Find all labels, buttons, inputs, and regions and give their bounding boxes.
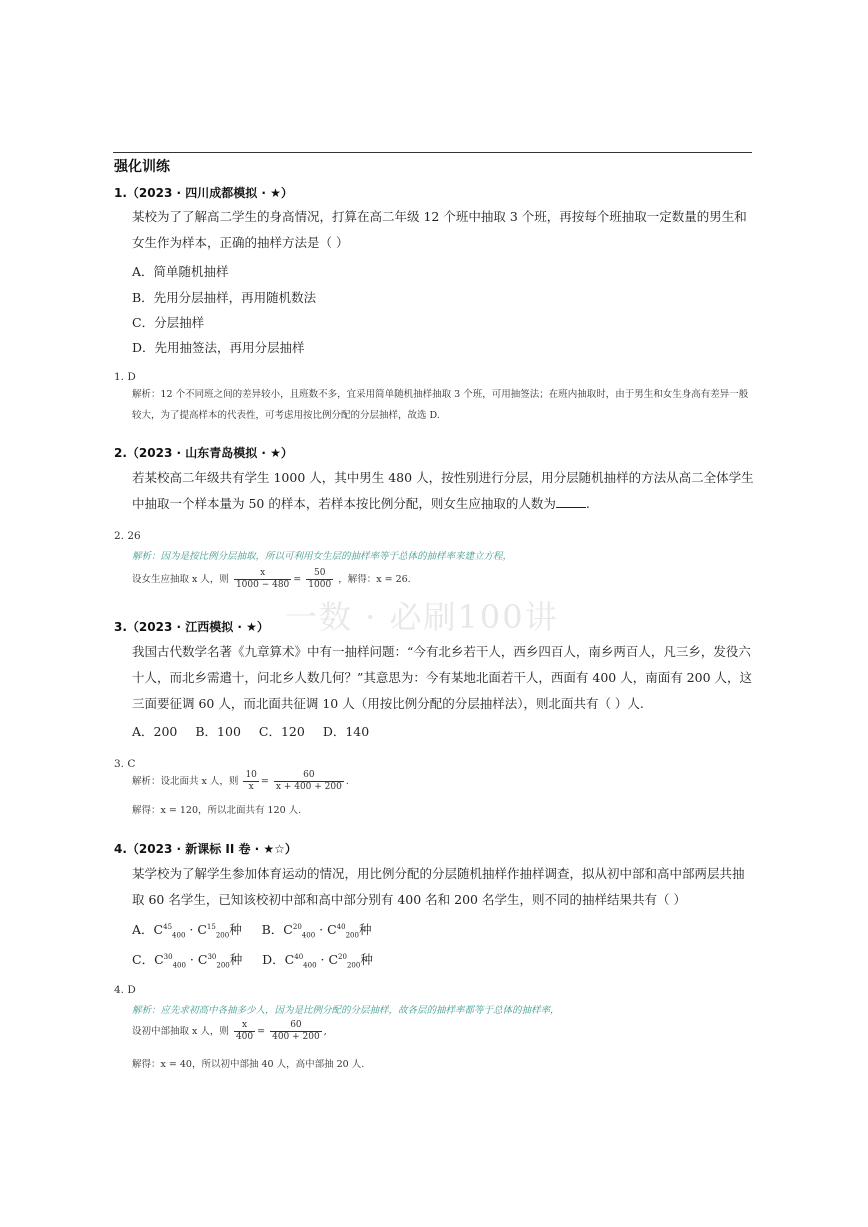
question-3-body: 我国古代数学名著《九章算术》中有一抽样问题：“今有北乡若干人，西乡四百人，南乡两百人，凡三乡，发役六十人，而北乡需遣十，问北乡人数几何？”其意思为：今有某地北面若干人，西面有 400 人，南面有 200 人，这三面要征调 60 人，而北面共征调 10 人（用按比例分配的分层抽样法），则北面共有（ ）人. — [132, 644, 753, 711]
fraction-denominator: x + 400 + 200 — [275, 782, 342, 792]
fraction-denominator: 1000 — [308, 580, 332, 590]
question-3-options — [132, 722, 383, 740]
comb-sup: 40 — [294, 952, 304, 961]
fraction-denominator: 400 + 200 — [272, 1032, 320, 1042]
question-4-option-b: B．$C^{20}_{400} \cdot C^{40}_{200}$种 — [261, 922, 372, 940]
question-3-answer: 3. C — [114, 758, 136, 770]
fraction-numerator: 60 — [274, 770, 344, 782]
fraction-numerator: 60 — [270, 1020, 322, 1032]
option-suffix: 种 — [358, 922, 372, 937]
fraction-numerator: x — [234, 1020, 255, 1032]
section-title: 强化训练 — [114, 159, 170, 175]
comb-sup: 30 — [207, 952, 217, 961]
question-1-body: 某校为了了解高二学生的身高情况，打算在高二年级 12 个班中抽取 3 个班，再按每个班抽取一定数量的男生和女生作为样本，正确的抽样方法是（ ） — [132, 209, 747, 250]
option-suffix: 种 — [360, 952, 373, 967]
comb-sup: 40 — [336, 922, 346, 931]
equation-prefix: 设女生应抽取 x 人，则 — [132, 574, 229, 585]
question-1-option-b: B．先用分层抽样，再用随机数法 — [132, 290, 317, 305]
question-2-head: 2.（2023 · 山东青岛模拟 · ★） — [114, 446, 293, 460]
question-1-head: 1.（2023 · 四川成都模拟 · ★） — [114, 186, 293, 200]
comb-sub: 400 — [172, 961, 186, 970]
comb-sup: 45 — [163, 922, 173, 931]
answer-blank — [556, 495, 586, 508]
question-3-option-c: C．120 — [258, 724, 305, 739]
watermark: 一数 · 必刷100讲 — [285, 598, 559, 636]
question-1-option-a: A．简单随机抽样 — [132, 264, 229, 279]
question-3-option-a: A．200 — [132, 724, 178, 739]
comb-sub: 400 — [172, 931, 186, 940]
question-4-option-c: C．$C^{30}_{400} \cdot C^{30}_{200}$种 — [132, 952, 243, 970]
question-1-option-d: D．先用抽签法，再用分层抽样 — [132, 340, 305, 355]
question-4-head: 4.（2023 · 新课标 II 卷 · ★☆） — [114, 842, 297, 856]
fraction-denominator: 400 — [235, 1032, 254, 1042]
header-rule — [113, 152, 752, 153]
question-3-head: 3.（2023 · 江西模拟 · ★） — [114, 620, 269, 634]
comb-sup: 30 — [163, 952, 173, 961]
comb-sub: 200 — [215, 931, 230, 940]
comb-sub: 200 — [345, 931, 359, 940]
comb-sub: 200 — [346, 961, 361, 970]
question-3-option-b: B．100 — [195, 724, 241, 739]
question-2-analysis-hint: 解析：因为是按比例分层抽取，所以可利用女生层的抽样率等于总体的抽样率来建立方程， — [132, 551, 513, 562]
fraction-left — [234, 568, 291, 591]
fraction-numerator: 50 — [306, 568, 333, 580]
fraction-right — [270, 1020, 322, 1043]
option-label: C． — [132, 952, 155, 967]
question-2-answer: 2. 26 — [114, 530, 141, 542]
question-4-body: 某学校为了解学生参加体育运动的情况，用比例分配的分层随机抽样作抽样调查，拟从初中部和高中部两层共抽取 60 名学生，已知该校初中部和高中部分别有 400 名和 200 名学生，则不同的抽样结果共有（ ） — [132, 866, 745, 907]
comb-sub: 200 — [216, 961, 230, 970]
fraction-right — [274, 770, 344, 793]
option-label: D． — [262, 952, 285, 967]
equation-prefix: 设初中部抽取 x 人，则 — [132, 1026, 229, 1037]
question-2-analysis-equation: 设女生应抽取 x 人，则 $\frac{x}{1000 - 480}$ = $\frac{50}{1000}$ ，解得：x = 26. — [132, 568, 411, 590]
fraction-denominator: x — [248, 782, 254, 792]
equation-prefix: 解析：设北面共 x 人，则 — [132, 776, 239, 787]
question-1-option-c: C．分层抽样 — [132, 315, 205, 330]
question-2-text: 若某校高二年级共有学生 1000 人，其中男生 480 人，按性别进行分层，用分层随机抽样的方法从高二全体学生中抽取一个样本量为 50 的样本，若样本按比例分配，则女生应抽取的人数为 — [132, 470, 754, 511]
option-suffix: 种 — [229, 952, 243, 967]
comb-sub: 400 — [301, 931, 316, 940]
option-suffix: 种 — [229, 922, 242, 937]
fraction-right — [306, 568, 333, 591]
option-label: A． — [132, 922, 154, 937]
fraction-numerator: x — [234, 568, 291, 580]
question-4-analysis-hint: 解析：应先求初高中各抽多少人，因为是比例分配的分层抽样，故各层的抽样率都等于总体的抽样率， — [132, 1005, 560, 1016]
question-2-body: 若某校高二年级共有学生 1000 人，其中男生 480 人，按性别进行分层，用分层随机抽样的方法从高二全体学生中抽取一个样本量为 50 的样本，若样本按比例分配，则女生应抽取的人数为 . — [132, 470, 754, 511]
fraction-denominator: 1000 − 480 — [235, 580, 290, 590]
comb-sup: 20 — [338, 952, 347, 961]
question-4-analysis-result: 解得：x = 40，所以初中部抽 40 人，高中部抽 20 人. — [132, 1059, 365, 1070]
question-1-analysis: 解析：12 个不同班之间的差异较小，且班数不多，宜采用简单随机抽样抽取 3 个班，可用抽签法；在班内抽取时，由于男生和女生身高有差异一般较大，为了提高样本的代表性，可考虑用按比例分配的分层抽样，故选 D. — [132, 389, 749, 421]
fraction-left — [234, 1020, 255, 1043]
question-3-analysis-equation: 解析：设北面共 x 人，则 $\frac{10}{x}$ = $\frac{60}{x + 400 + 200}$ . — [132, 770, 349, 792]
equation-suffix: ，解得：x = 26. — [338, 574, 411, 585]
comb-sub: 400 — [303, 961, 317, 970]
question-3-option-d: D．140 — [322, 724, 370, 739]
fraction-left — [243, 770, 258, 793]
question-4-answer: 4. D — [114, 984, 136, 996]
question-1-answer: 1. D — [114, 371, 136, 383]
question-4-option-d: D．$C^{40}_{400} \cdot C^{20}_{200}$种 — [262, 952, 373, 970]
comb-sup: 15 — [206, 922, 216, 931]
question-4-option-a: A．$C^{45}_{400} \cdot C^{15}_{200}$种 — [132, 922, 242, 940]
comb-sup: 20 — [292, 922, 302, 931]
option-label: B． — [261, 922, 284, 937]
fraction-numerator: 10 — [245, 770, 257, 780]
question-4-analysis-equation: 设初中部抽取 x 人，则 $\frac{x}{400}$ = $\frac{60}{400 + 200}$ , — [132, 1020, 327, 1042]
question-4-options-row-2 — [132, 950, 373, 970]
question-4-options-row-1 — [132, 920, 371, 940]
question-3-analysis-result: 解得：x = 120，所以北面共有 120 人. — [132, 805, 302, 816]
